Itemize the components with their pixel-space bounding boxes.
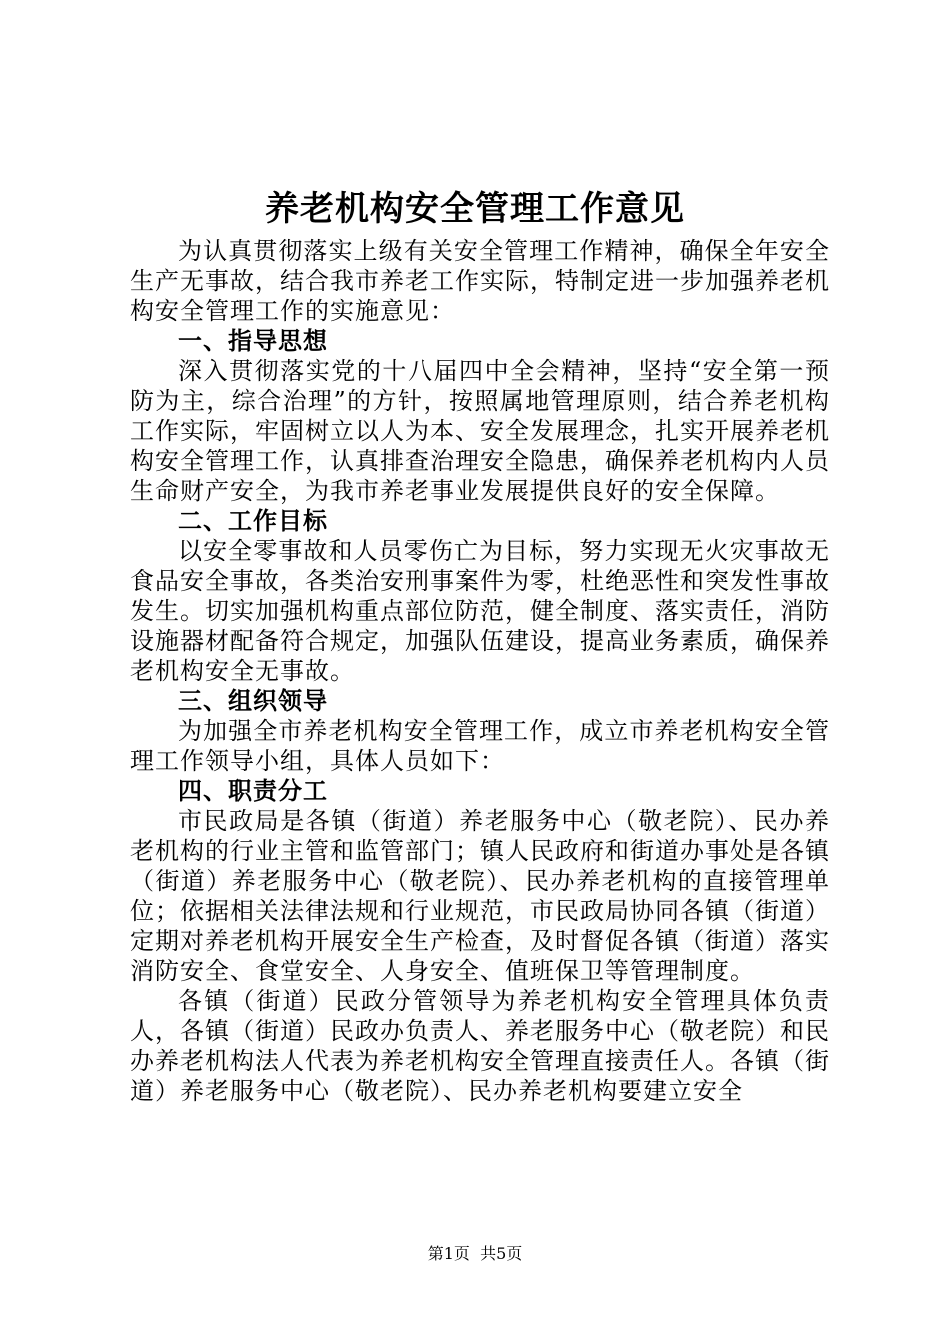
section-paragraph: 以安全零事故和人员零伤亡为目标，努力实现无火灾事故无食品安全事故，各类治安刑事案件为零，杜绝恶性和突发性事故发生。切实加强机构重点部位防范，健全制度、落实责任，消防设施器材配备符合规定，加强队伍建设，提高业务素质，确保养老机构安全无事故。 [130, 537, 830, 685]
page-footer [0, 1243, 950, 1265]
page-total: 共5页 [480, 1244, 523, 1263]
section-paragraph: 各镇（街道）民政分管领导为养老机构安全管理具体负责人，各镇（街道）民政办负责人、养老服务中心（敬老院）和民办养老机构法人代表为养老机构安全管理直接责任人。各镇（街道）养老服务中心（敬老院）、民办养老机构要建立安全 [130, 987, 830, 1105]
document-title: 养老机构安全管理工作意见 [265, 189, 685, 229]
section-heading-organization: 三、组织领导 [178, 686, 328, 715]
section-heading-responsibilities: 四、职责分工 [178, 776, 328, 805]
section-paragraph: 市民政局是各镇（街道）养老服务中心（敬老院）、民办养老机构的行业主管和监管部门；镇人民政府和街道办事处是各镇（街道）养老服务中心（敬老院）、民办养老机构的直接管理单位；依据相关法律法规和行业规范，市民政局协同各镇（街道）定期对养老机构开展安全生产检查，及时督促各镇（街道）落实消防安全、食堂安全、人身安全、值班保卫等管理制度。 [130, 807, 830, 985]
intro-paragraph: 为认真贯彻落实上级有关安全管理工作精神，确保全年安全生产无事故，结合我市养老工作实际，特制定进一步加强养老机构安全管理工作的实施意见： [130, 237, 830, 325]
document-body [130, 236, 830, 1106]
section-heading-guiding-ideology: 一、指导思想 [178, 326, 328, 355]
section-paragraph: 深入贯彻落实党的十八届四中全会精神，坚持“安全第一预防为主，综合治理”的方针，按照属地管理原则，结合养老机构工作实际，牢固树立以人为本、安全发展理念，扎实开展养老机构安全管理工作，认真排查治理安全隐患，确保养老机构内人员生命财产安全，为我市养老事业发展提供良好的安全保障。 [130, 357, 830, 505]
section-paragraph: 为加强全市养老机构安全管理工作，成立市养老机构安全管理工作领导小组，具体人员如下： [130, 717, 830, 775]
section-heading-work-goals: 二、工作目标 [178, 506, 328, 535]
page-number: 第1页 [427, 1244, 470, 1263]
